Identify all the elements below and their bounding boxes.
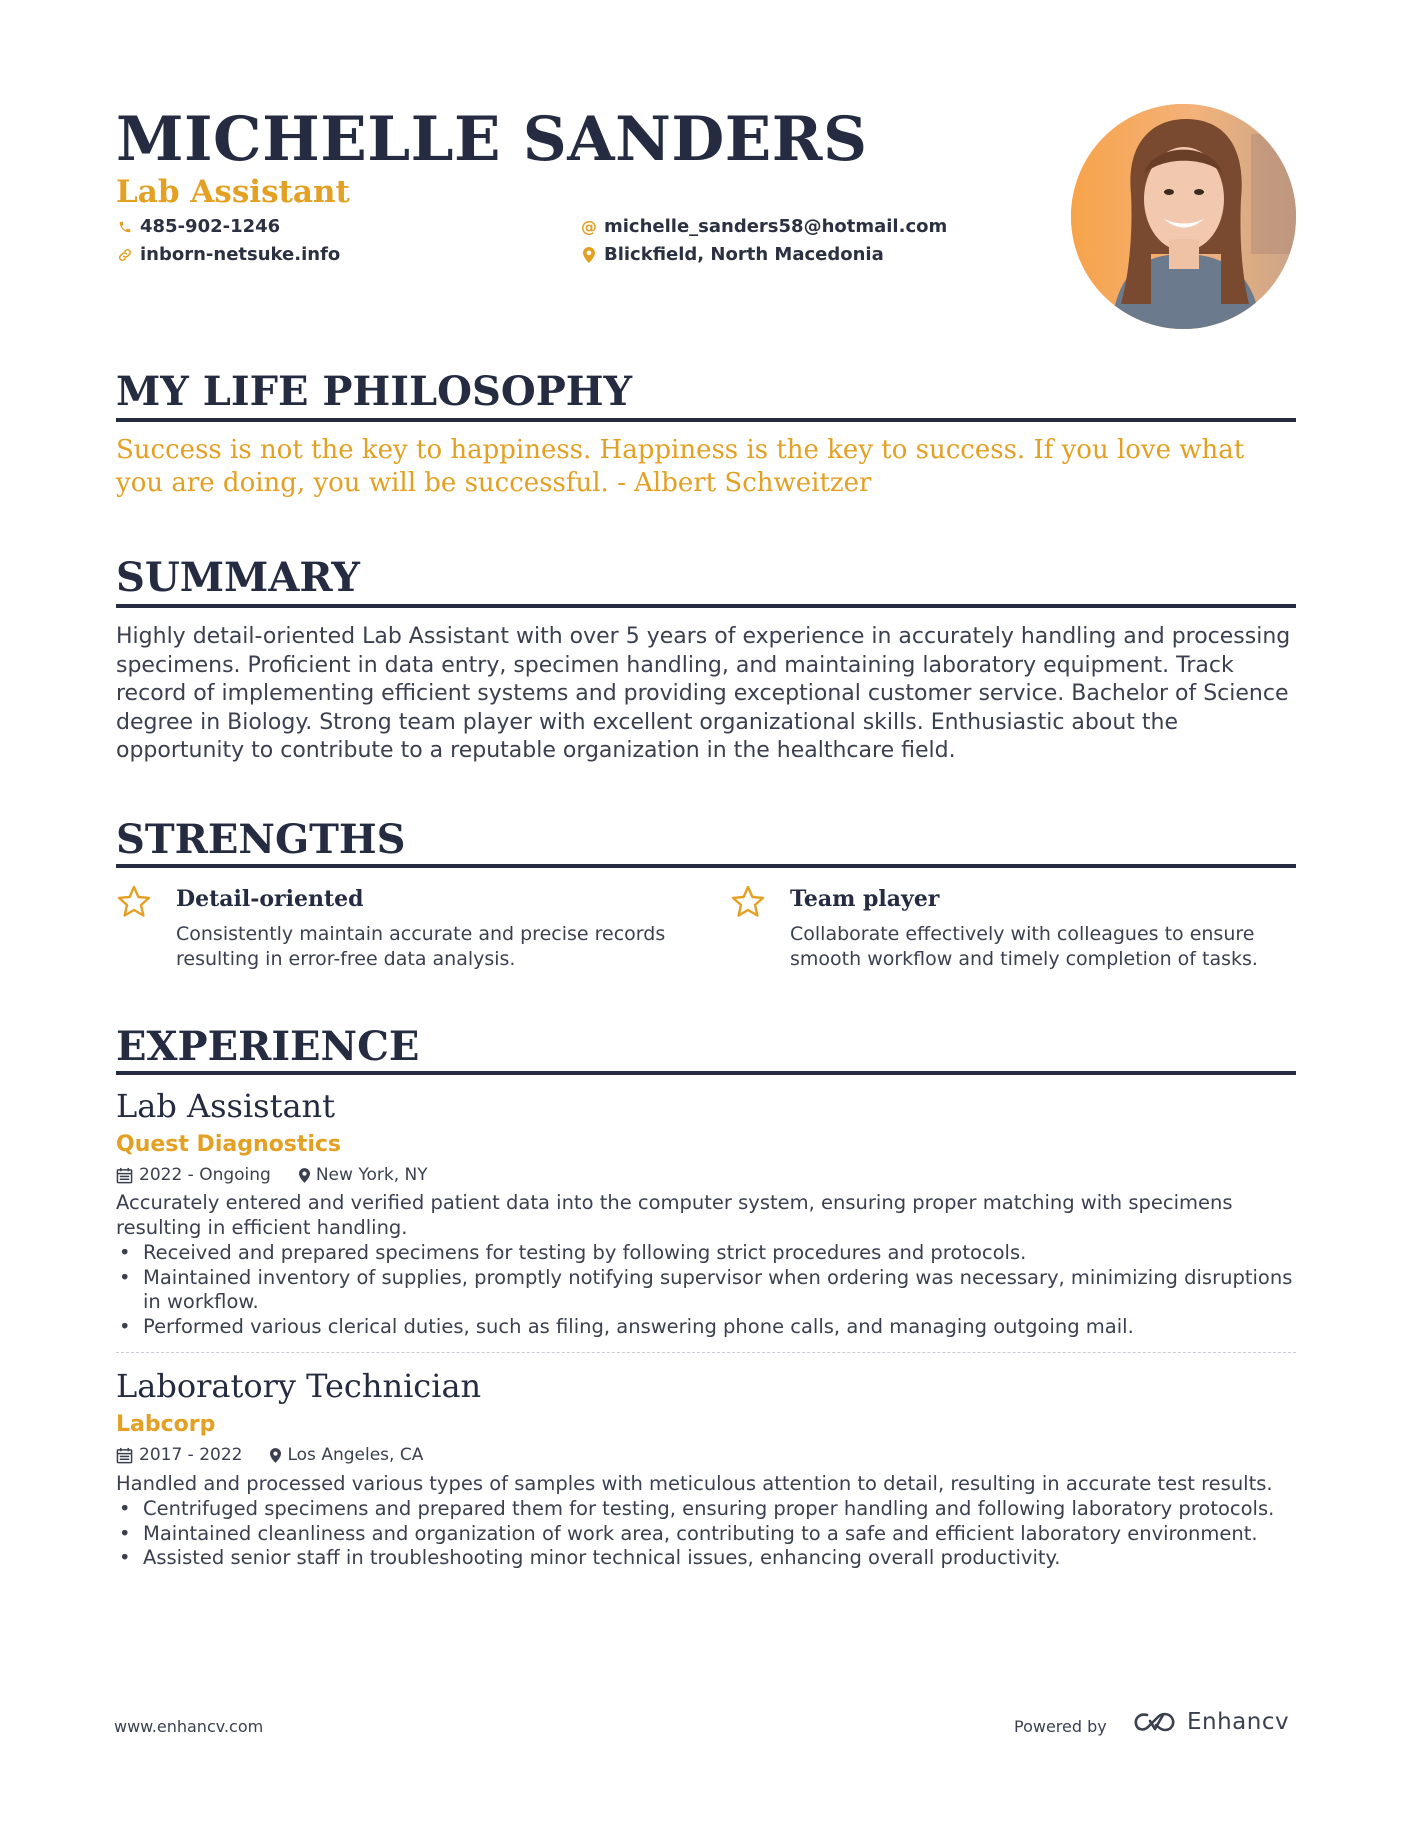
section-divider	[116, 418, 1296, 422]
strength-title: Detail-oriented	[176, 886, 364, 912]
star-icon	[116, 884, 152, 920]
email-text[interactable]: michelle_sanders58@hotmail.com	[604, 216, 948, 237]
list-item: • Assisted senior staff in troubleshooting minor technical issues, enhancing overall productivity.	[116, 1546, 1306, 1571]
contact-phone	[116, 215, 280, 239]
section-title-experience: EXPERIENCE	[116, 1023, 420, 1070]
link-icon	[116, 246, 134, 264]
location-pin-icon	[299, 1168, 310, 1183]
job-dates: 2017 - 2022	[139, 1445, 243, 1465]
strength-item	[116, 884, 736, 974]
job-bullet-list	[116, 1241, 1306, 1339]
section-title-strengths: STRENGTHS	[116, 816, 406, 863]
website-text[interactable]: inborn-netsuke.info	[140, 244, 341, 265]
phone-text: 485-902-1246	[140, 216, 281, 237]
enhancv-logo-icon	[1133, 1709, 1179, 1735]
location-pin-icon	[580, 246, 598, 264]
list-item: • Maintained inventory of supplies, promptly notifying supervisor when ordering was necessary, minimizing disruptions in workflow.	[116, 1266, 1306, 1315]
contact-location	[580, 243, 884, 267]
section-title-summary: SUMMARY	[116, 554, 360, 601]
job-bullet-list	[116, 1497, 1306, 1571]
location-pin-icon	[270, 1448, 281, 1463]
list-item: • Maintained cleanliness and organization of work area, contributing to a safe and efficient laboratory environment.	[116, 1522, 1306, 1547]
strength-description: Consistently maintain accurate and precise records resulting in error-free data analysis.	[176, 923, 666, 970]
calendar-icon	[116, 1167, 133, 1184]
star-icon	[730, 884, 766, 920]
job-location: New York, NY	[315, 1165, 428, 1185]
list-item: • Received and prepared specimens for testing by following strict procedures and protocols.	[116, 1241, 1306, 1266]
job-company: Labcorp	[116, 1412, 216, 1437]
job-dates: 2022 - Ongoing	[139, 1165, 271, 1185]
summary-text: Highly detail-oriented Lab Assistant with over 5 years of experience in accurately handling and processing specimens. Proficient in data entry, specimen handling, and maintaining laboratory equipment. Track record of implementing efficient systems and providing exceptional customer service. Bachelor of Science degree in Biology. Strong team player with excellent organizational skills. Enthusiastic about the opportunity to contribute to a reputable organization in the healthcare field.	[116, 624, 1291, 763]
job-meta	[116, 1443, 423, 1467]
enhancv-logo[interactable]	[1133, 1709, 1289, 1735]
contact-email[interactable]	[580, 215, 947, 239]
enhancv-brand-text: Enhancv	[1187, 1709, 1290, 1735]
candidate-name: MICHELLE SANDERS	[116, 104, 868, 175]
job-company: Quest Diagnostics	[116, 1132, 342, 1157]
section-title-philosophy: MY LIFE PHILOSOPHY	[116, 368, 633, 415]
list-item: • Performed various clerical duties, such as filing, answering phone calls, and managing outgoing mail.	[116, 1315, 1306, 1340]
phone-icon	[116, 218, 134, 236]
job-meta	[116, 1163, 428, 1187]
contact-website[interactable]	[116, 243, 340, 267]
calendar-icon	[116, 1447, 133, 1464]
job-role: Laboratory Technician	[116, 1367, 482, 1405]
job-role: Lab Assistant	[116, 1087, 335, 1125]
job-location: Los Angeles, CA	[287, 1445, 424, 1465]
section-divider	[116, 604, 1296, 608]
job-summary: Handled and processed various types of samples with meticulous attention to detail, resulting in accurate test results.	[116, 1472, 1273, 1495]
footer-website-link[interactable]: www.enhancv.com	[114, 1717, 264, 1736]
job-separator	[116, 1352, 1296, 1353]
strength-description: Collaborate effectively with colleagues to ensure smooth workflow and timely completion of tasks.	[790, 923, 1258, 970]
candidate-title: Lab Assistant	[116, 174, 350, 210]
philosophy-quote: Success is not the key to happiness. Happiness is the key to success. If you love what you are doing, you will be successful. - Albert Schweitzer	[116, 435, 1245, 498]
strength-title: Team player	[790, 886, 940, 912]
profile-photo	[1071, 104, 1296, 329]
job-summary: Accurately entered and verified patient data into the computer system, ensuring proper matching with specimens resulting in efficient handling.	[116, 1191, 1233, 1239]
section-divider	[116, 864, 1296, 868]
section-divider	[116, 1071, 1296, 1075]
list-item: • Centrifuged specimens and prepared them for testing, ensuring proper handling and following laboratory protocols.	[116, 1497, 1306, 1522]
footer-powered-by: Powered by	[1014, 1717, 1107, 1736]
at-icon: @	[581, 217, 597, 236]
location-text: Blickfield, North Macedonia	[604, 244, 884, 265]
strength-item	[730, 884, 1350, 974]
